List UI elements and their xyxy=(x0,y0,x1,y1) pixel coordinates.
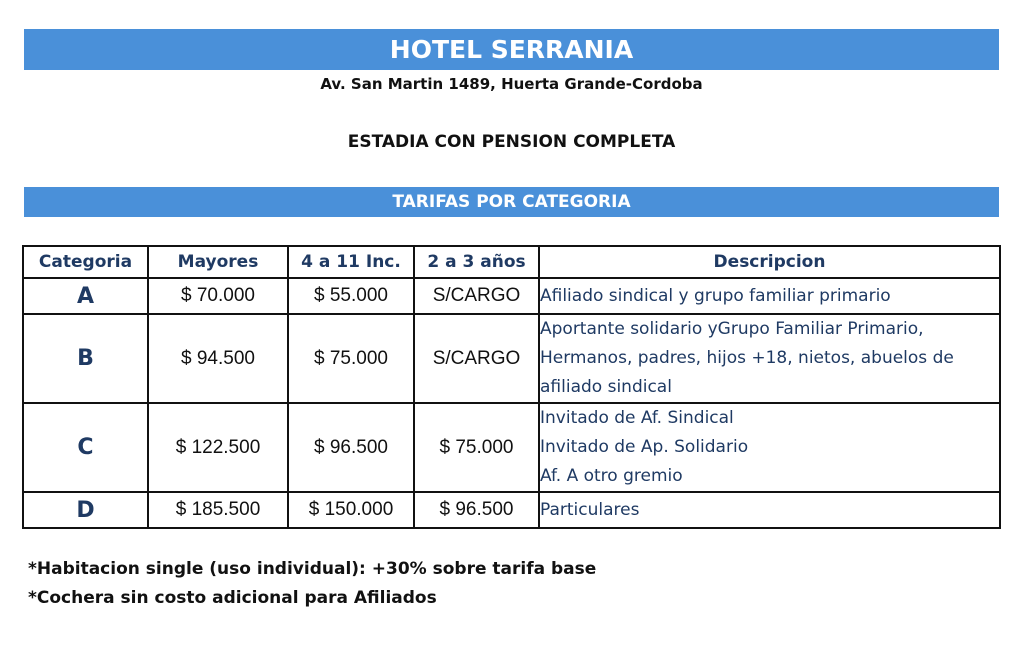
rates-section-banner: TARIFAS POR CATEGORIA xyxy=(24,187,999,217)
description-cell xyxy=(539,314,1000,403)
description-line: afiliado sindical xyxy=(540,377,672,397)
price-4-a-11: $ 150.000 xyxy=(288,492,414,528)
header-mayores: Mayores xyxy=(148,246,288,278)
header-descripcion: Descripcion xyxy=(539,246,1000,278)
hotel-name-banner: HOTEL SERRANIA xyxy=(24,29,999,70)
category-cell: A xyxy=(23,278,148,314)
description-cell xyxy=(539,403,1000,492)
note-parking: *Cochera sin costo adicional para Afiliados xyxy=(28,588,437,608)
description-line: Invitado de Af. Sindical xyxy=(540,408,734,428)
price-4-a-11: $ 75.000 xyxy=(288,314,414,403)
description-line: Aportante solidario yGrupo Familiar Primario, xyxy=(540,319,924,339)
price-2-a-3: $ 96.500 xyxy=(414,492,539,528)
rates-table xyxy=(22,245,1001,529)
description-cell xyxy=(539,278,1000,314)
description-line: Af. A otro gremio xyxy=(540,466,683,486)
stay-heading: ESTADIA CON PENSION COMPLETA xyxy=(347,132,676,152)
description-line: Invitado de Ap. Solidario xyxy=(540,437,749,457)
price-4-a-11: $ 55.000 xyxy=(288,278,414,314)
hotel-address: Av. San Martin 1489, Huerta Grande-Cordoba xyxy=(320,75,703,93)
header-categoria: Categoria xyxy=(23,246,148,278)
price-4-a-11: $ 96.500 xyxy=(288,403,414,492)
price-2-a-3: S/CARGO xyxy=(414,314,539,403)
description-cell xyxy=(539,492,1000,528)
price-mayores: $ 70.000 xyxy=(148,278,288,314)
table-row xyxy=(23,314,1000,403)
description-line: Particulares xyxy=(540,499,640,520)
price-2-a-3: $ 75.000 xyxy=(414,403,539,492)
header-4-a-11: 4 a 11 Inc. xyxy=(288,246,414,278)
description-line: Hermanos, padres, hijos +18, nietos, abuelos de xyxy=(540,348,954,368)
category-cell: D xyxy=(23,492,148,528)
category-cell: C xyxy=(23,403,148,492)
header-2-a-3: 2 a 3 años xyxy=(414,246,539,278)
description-line: Afiliado sindical y grupo familiar primario xyxy=(540,285,891,306)
category-cell: B xyxy=(23,314,148,403)
table-row xyxy=(23,278,1000,314)
table-row xyxy=(23,403,1000,492)
price-mayores: $ 185.500 xyxy=(148,492,288,528)
table-header-row xyxy=(23,246,1000,278)
price-mayores: $ 122.500 xyxy=(148,403,288,492)
note-single-room: *Habitacion single (uso individual): +30% sobre tarifa base xyxy=(28,559,597,579)
price-2-a-3: S/CARGO xyxy=(414,278,539,314)
price-mayores: $ 94.500 xyxy=(148,314,288,403)
table-row xyxy=(23,492,1000,528)
